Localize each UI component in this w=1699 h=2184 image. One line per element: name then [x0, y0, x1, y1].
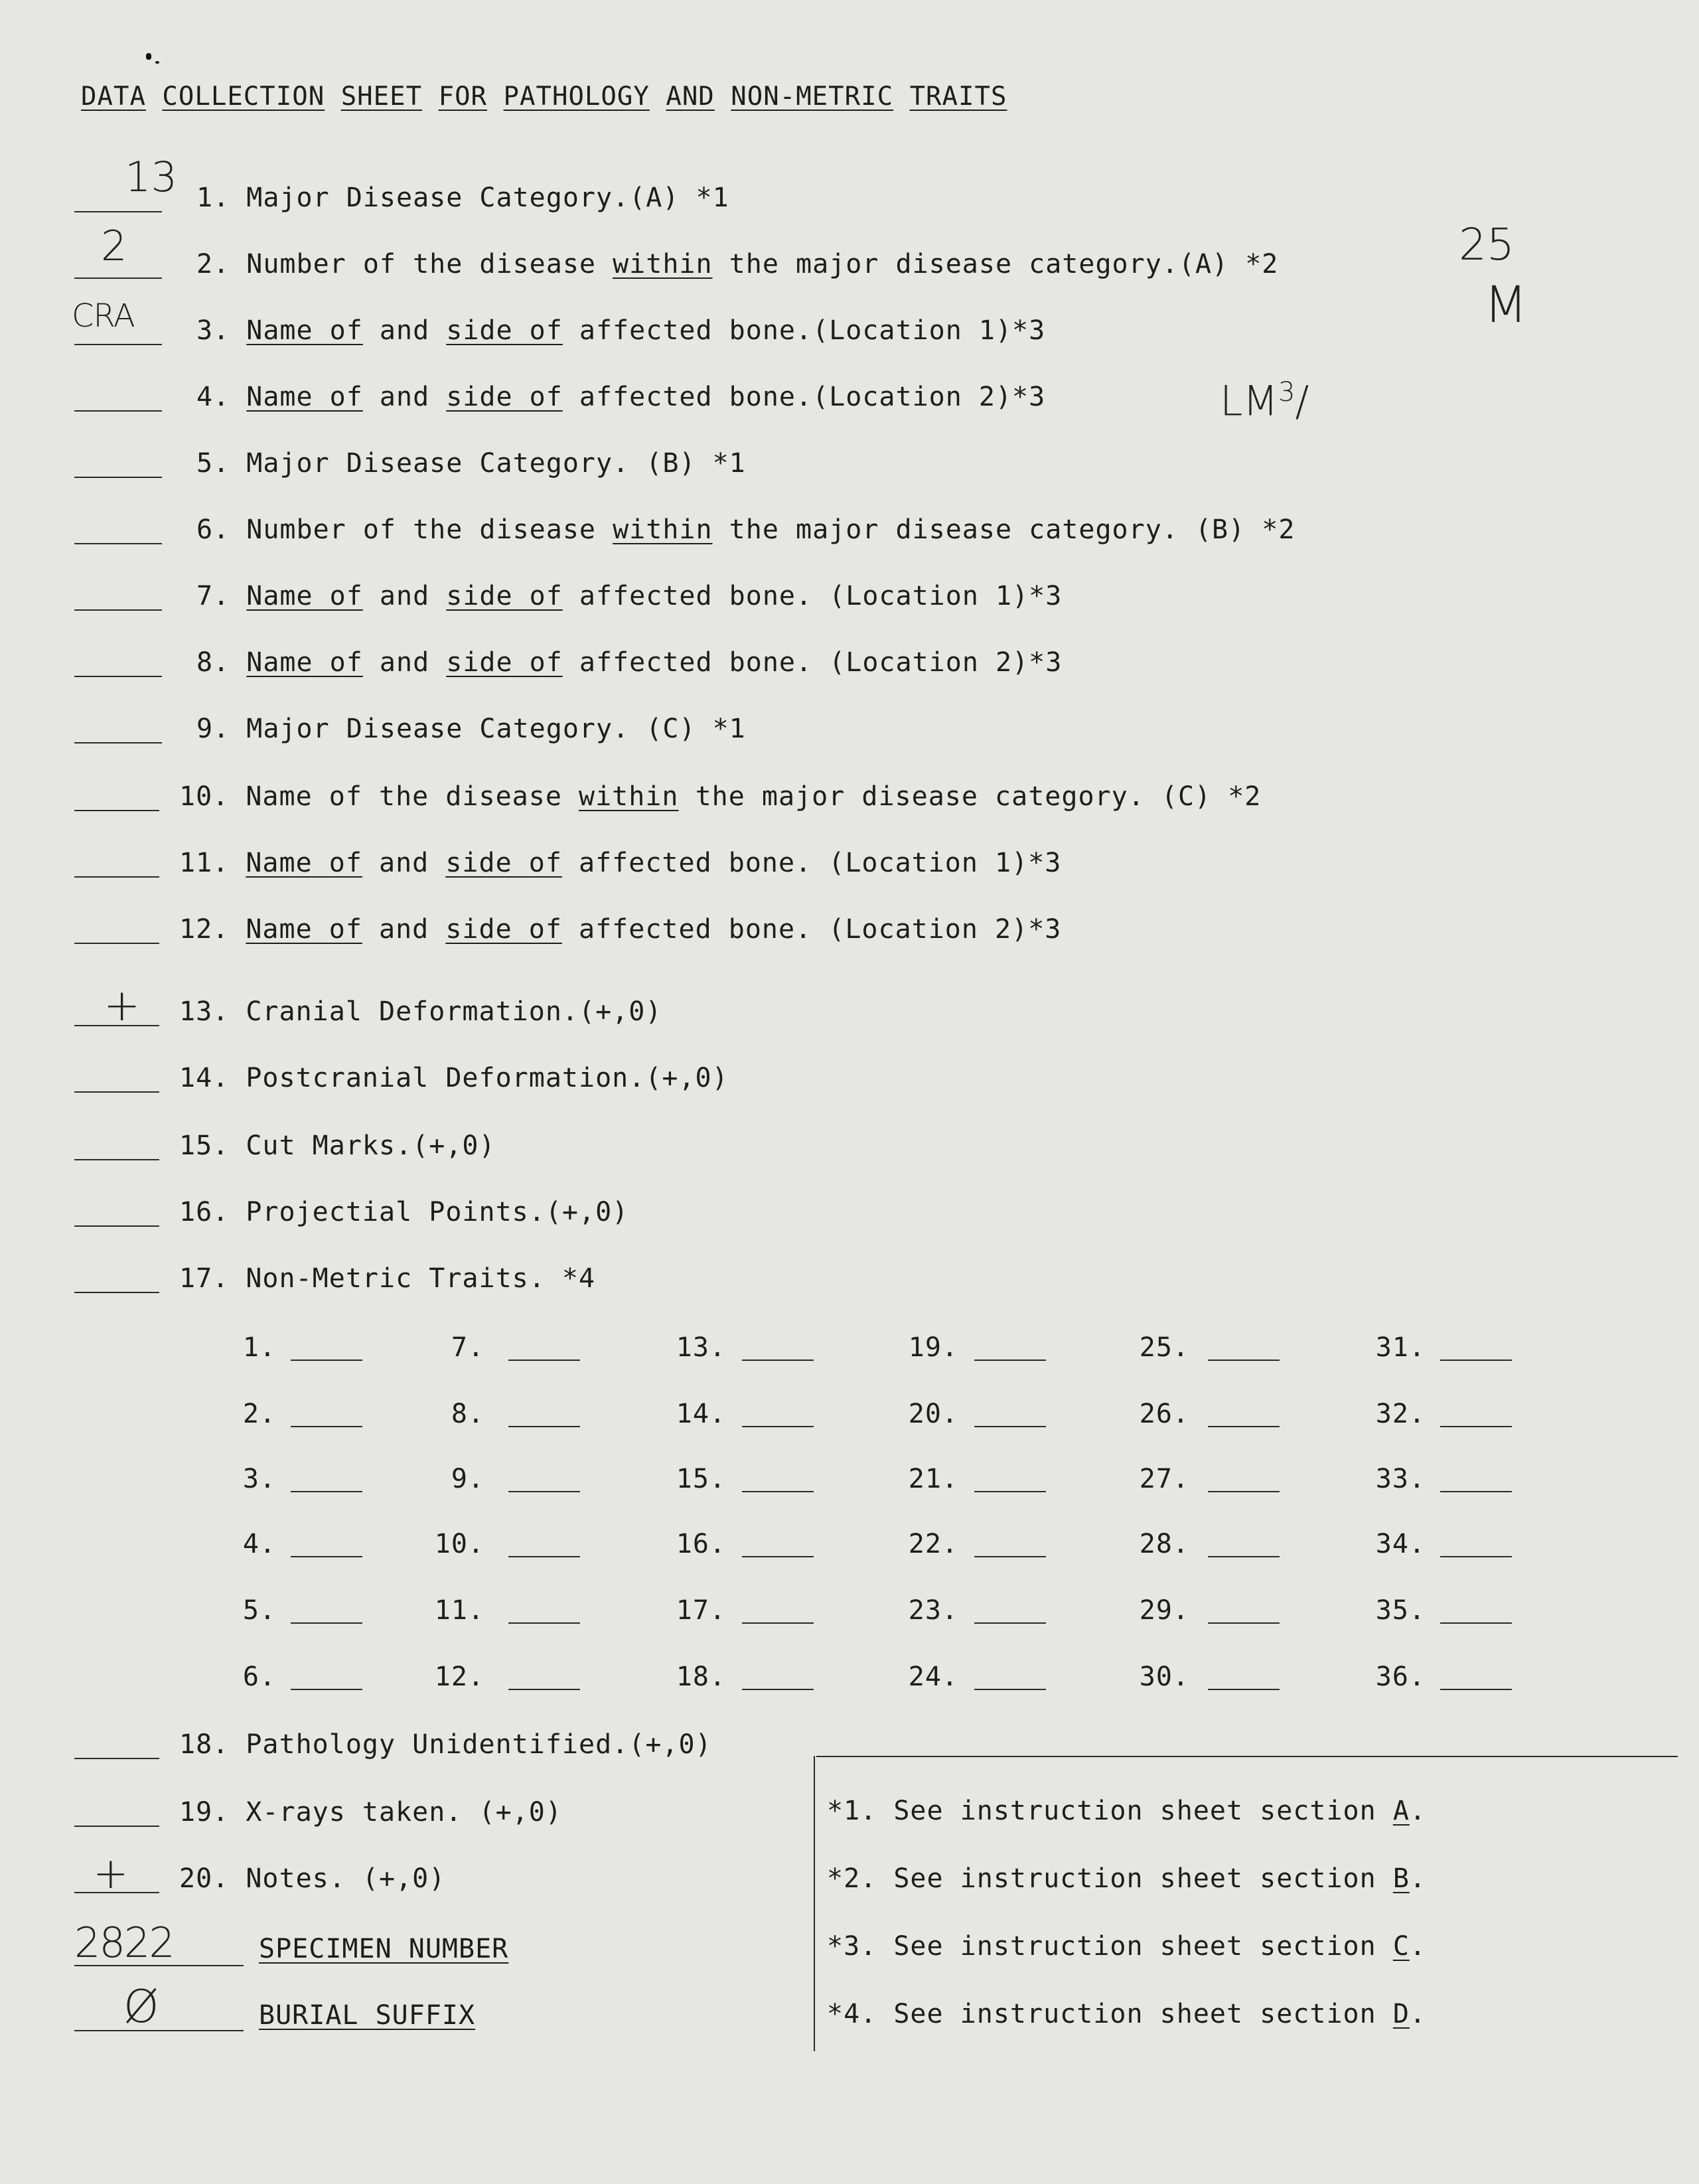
question-number: 2. — [196, 249, 230, 279]
trait-label: 19. — [908, 1332, 958, 1363]
trait-blank[interactable] — [974, 1622, 1046, 1624]
burial-suffix-value: Ø — [123, 1981, 159, 2033]
title-word: NON-METRIC — [731, 82, 894, 112]
trait-label: 33. — [1375, 1464, 1426, 1494]
specimen-number-blank[interactable] — [74, 1965, 244, 1966]
question-text-part: within — [613, 249, 713, 279]
trait-label: 6. — [242, 1662, 276, 1692]
question-text-part: Major Disease Category. (C) *1 — [246, 714, 746, 744]
trait-blank[interactable] — [742, 1556, 814, 1557]
question-15 — [179, 1130, 496, 1162]
question-text-part: affected bone.(Location 2)*3 — [562, 382, 1046, 412]
question-12 — [179, 913, 1061, 945]
trait-label: 16. — [676, 1529, 726, 1559]
question-number: 7. — [196, 581, 230, 611]
trait-label: 22. — [908, 1529, 958, 1559]
footnote-section: A — [1392, 1796, 1410, 1826]
title-word: FOR — [438, 82, 488, 112]
trait-blank[interactable] — [974, 1556, 1046, 1557]
question-number: 4. — [196, 382, 230, 412]
trait-blank[interactable] — [508, 1689, 580, 1690]
footnote-4 — [827, 1998, 1426, 2030]
trait-label: 14. — [676, 1399, 726, 1429]
footnote-section: C — [1392, 1931, 1410, 1962]
trait-blank[interactable] — [742, 1360, 814, 1361]
question-text-part: Major Disease Category.(A) *1 — [246, 183, 729, 213]
question-text-part: Projectial Points.(+,0) — [246, 1197, 629, 1227]
trait-blank[interactable] — [1208, 1556, 1280, 1557]
question-text-part: within — [613, 514, 713, 545]
trait-blank[interactable] — [974, 1426, 1046, 1427]
question-text-part: affected bone. (Location 1)*3 — [562, 581, 1063, 611]
trait-blank[interactable] — [291, 1622, 362, 1624]
trait-label: 7. — [451, 1332, 484, 1363]
trait-label: 31. — [1375, 1332, 1426, 1363]
question-text-part: affected bone.(Location 1)*3 — [562, 315, 1046, 346]
footnote-1 — [827, 1795, 1426, 1827]
trait-label: 30. — [1139, 1662, 1189, 1692]
question-number: 13. — [179, 996, 230, 1027]
question-text-part: and — [362, 315, 447, 346]
trait-blank[interactable] — [742, 1689, 814, 1690]
answer-blank-q1[interactable] — [74, 211, 162, 212]
question-text-part: X-rays taken. (+,0) — [246, 1797, 562, 1828]
trait-label: 2. — [242, 1399, 276, 1429]
margin-note-age: 25 — [1459, 219, 1514, 270]
footnote-mark: *3. — [827, 1931, 877, 1962]
question-text-part: Pathology Unidentified.(+,0) — [246, 1729, 712, 1760]
question-text-part: affected bone. (Location 1)*3 — [561, 848, 1062, 878]
margin-note-sex: M — [1484, 275, 1528, 334]
question-text-part: Name of — [246, 914, 362, 945]
question-8 — [196, 647, 1062, 678]
question-text-part: Name of — [246, 848, 362, 878]
question-number: 14. — [179, 1063, 230, 1093]
answer-blank-q9[interactable] — [74, 742, 162, 743]
answer-blank-q6[interactable] — [74, 543, 162, 544]
trait-blank[interactable] — [1208, 1360, 1280, 1361]
trait-blank[interactable] — [1440, 1491, 1512, 1492]
footnote-section: B — [1392, 1863, 1410, 1894]
trait-label: 29. — [1139, 1595, 1189, 1626]
answer-q1: 13 — [125, 153, 177, 201]
margin-note-tooth — [1220, 369, 1309, 425]
trait-label: 12. — [434, 1662, 484, 1692]
answer-blank-q10[interactable] — [74, 810, 159, 811]
question-text-part: Cut Marks.(+,0) — [246, 1131, 496, 1161]
trait-label: 25. — [1139, 1332, 1189, 1363]
trait-label: 20. — [908, 1399, 958, 1429]
trait-label: 17. — [676, 1595, 726, 1626]
question-text-part: side of — [445, 914, 562, 945]
trait-label: 18. — [676, 1662, 726, 1692]
answer-blank-q11[interactable] — [74, 876, 159, 878]
trait-blank[interactable] — [974, 1491, 1046, 1492]
specimen-number-value: 2822 — [74, 1918, 174, 1967]
question-text-part: the major disease category. (B) *2 — [712, 514, 1295, 545]
trait-blank[interactable] — [1440, 1556, 1512, 1557]
trait-label: 10. — [434, 1529, 484, 1559]
question-19 — [179, 1796, 562, 1828]
question-number: 11. — [179, 848, 230, 878]
question-text-part: side of — [446, 315, 563, 346]
ink-mark — [155, 61, 159, 64]
question-3 — [196, 315, 1045, 347]
footnote-period: . — [1409, 1796, 1427, 1826]
trait-label: 21. — [908, 1464, 958, 1494]
answer-blank-q3[interactable] — [74, 344, 162, 345]
footnote-period: . — [1409, 1999, 1427, 2029]
question-text-part: side of — [446, 581, 563, 611]
question-text-part: Number of the disease — [246, 249, 613, 279]
question-number: 16. — [179, 1197, 230, 1227]
question-16 — [179, 1196, 628, 1228]
question-text-part: the major disease category. (C) *2 — [678, 781, 1262, 812]
trait-blank[interactable] — [1440, 1689, 1512, 1690]
question-number: 20. — [179, 1863, 230, 1894]
footnote-box-left-rule — [814, 1756, 815, 2051]
trait-blank[interactable] — [508, 1556, 580, 1557]
trait-blank[interactable] — [742, 1491, 814, 1492]
footnote-text: See instruction sheet section — [893, 1863, 1376, 1894]
trait-blank[interactable] — [1440, 1426, 1512, 1427]
trait-blank[interactable] — [508, 1622, 580, 1624]
answer-blank-q19[interactable] — [74, 1826, 159, 1827]
question-text-part: Name of the disease — [246, 781, 579, 812]
question-text-part: side of — [446, 647, 563, 678]
question-number: 3. — [196, 315, 230, 346]
footnote-section: D — [1392, 1999, 1410, 2029]
trait-blank[interactable] — [1440, 1622, 1512, 1624]
question-text-part: the major disease category.(A) *2 — [712, 249, 1279, 279]
title-word: TRAITS — [909, 82, 1007, 112]
trait-label: 35. — [1375, 1595, 1426, 1626]
margin-note-tooth-sup: 3 — [1278, 377, 1295, 408]
question-text-part: affected bone. (Location 2)*3 — [562, 647, 1063, 678]
question-10 — [179, 781, 1261, 813]
trait-label: 27. — [1139, 1464, 1189, 1494]
question-number: 18. — [179, 1729, 230, 1760]
answer-blank-q2[interactable] — [74, 277, 162, 279]
trait-label: 23. — [908, 1595, 958, 1626]
footnote-period: . — [1409, 1863, 1427, 1894]
question-number: 15. — [179, 1131, 230, 1161]
burial-suffix-label: BURIAL SUFFIX — [259, 2000, 476, 2031]
trait-blank[interactable] — [291, 1689, 362, 1690]
question-13 — [179, 996, 662, 1028]
answer-q13: + — [104, 980, 141, 1031]
question-text-part: Postcranial Deformation.(+,0) — [246, 1063, 729, 1093]
footnote-text: See instruction sheet section — [893, 1999, 1376, 2029]
trait-label: 34. — [1375, 1529, 1426, 1559]
question-18 — [179, 1729, 712, 1760]
trait-label: 28. — [1139, 1529, 1189, 1559]
trait-blank[interactable] — [291, 1556, 362, 1557]
question-number: 19. — [179, 1797, 230, 1828]
question-text-part: Cranial Deformation.(+,0) — [246, 996, 662, 1027]
answer-blank-q14[interactable] — [74, 1091, 159, 1093]
trait-label: 5. — [242, 1595, 276, 1626]
footnote-mark: *2. — [827, 1863, 877, 1894]
answer-q2: 2 — [101, 222, 127, 270]
title-word: PATHOLOGY — [503, 82, 650, 112]
footnote-text: See instruction sheet section — [893, 1931, 1376, 1962]
trait-label: 4. — [242, 1529, 276, 1559]
trait-label: 9. — [451, 1464, 484, 1494]
title-word: AND — [666, 82, 715, 112]
footnote-mark: *1. — [827, 1796, 877, 1826]
question-9 — [196, 713, 746, 745]
title-word: SHEET — [340, 82, 423, 112]
question-20 — [179, 1863, 445, 1895]
question-number: 6. — [196, 514, 230, 545]
question-5 — [196, 447, 746, 479]
answer-blank-q12[interactable] — [74, 943, 159, 944]
question-text-part: Major Disease Category. (B) *1 — [246, 448, 746, 479]
question-number: 5. — [196, 448, 230, 479]
footnote-period: . — [1409, 1931, 1427, 1962]
answer-blank-q7[interactable] — [74, 609, 162, 611]
answer-blank-q15[interactable] — [74, 1159, 159, 1160]
footnote-2 — [827, 1863, 1426, 1895]
burial-suffix-blank[interactable] — [74, 2030, 244, 2031]
question-text-part: Non-Metric Traits. *4 — [246, 1263, 596, 1294]
answer-blank-q16[interactable] — [74, 1225, 159, 1227]
answer-blank-q5[interactable] — [74, 477, 162, 478]
question-number: 12. — [179, 914, 230, 945]
trait-blank[interactable] — [974, 1360, 1046, 1361]
trait-label: 13. — [676, 1332, 726, 1363]
answer-blank-q18[interactable] — [74, 1758, 159, 1759]
trait-label: 36. — [1375, 1662, 1426, 1692]
question-number: 17. — [179, 1263, 230, 1294]
question-17 — [179, 1263, 595, 1294]
trait-blank[interactable] — [974, 1689, 1046, 1690]
question-text-part: Name of — [246, 382, 363, 412]
trait-label: 1. — [242, 1332, 276, 1363]
question-text-part: Notes. (+,0) — [246, 1863, 446, 1894]
footnote-box-top-rule — [816, 1756, 1678, 1757]
question-text-part: and — [362, 848, 446, 878]
question-4 — [196, 381, 1045, 413]
question-text-part: Name of — [246, 315, 363, 346]
question-text-part: affected bone. (Location 2)*3 — [561, 914, 1062, 945]
question-14 — [179, 1062, 729, 1094]
trait-blank[interactable] — [742, 1622, 814, 1624]
question-number: 9. — [196, 714, 230, 744]
trait-label: 11. — [434, 1595, 484, 1626]
answer-blank-q17[interactable] — [74, 1292, 159, 1293]
ink-mark — [146, 53, 151, 60]
slash-mark: / — [1295, 376, 1309, 426]
margin-note-tooth-text: LM — [1220, 376, 1279, 426]
question-text-part: and — [362, 647, 447, 678]
question-2 — [196, 248, 1278, 280]
trait-blank[interactable] — [508, 1360, 580, 1361]
trait-blank[interactable] — [1208, 1426, 1280, 1427]
page-title — [81, 81, 1007, 113]
question-11 — [179, 847, 1061, 879]
question-text-part: and — [362, 914, 446, 945]
trait-blank[interactable] — [1208, 1491, 1280, 1492]
footnote-text: See instruction sheet section — [893, 1796, 1376, 1826]
question-1 — [196, 182, 729, 214]
trait-label: 3. — [242, 1464, 276, 1494]
answer-blank-q4[interactable] — [74, 410, 162, 412]
trait-label: 32. — [1375, 1399, 1426, 1429]
trait-label: 24. — [908, 1662, 958, 1692]
question-text-part: and — [362, 581, 447, 611]
title-word: DATA — [81, 82, 146, 112]
question-6 — [196, 514, 1295, 546]
trait-label: 8. — [451, 1399, 484, 1429]
trait-blank[interactable] — [291, 1491, 362, 1492]
question-text-part: side of — [446, 382, 563, 412]
footnote-3 — [827, 1930, 1426, 1962]
trait-blank[interactable] — [1208, 1689, 1280, 1690]
answer-blank-q8[interactable] — [74, 676, 162, 677]
question-text-part: Number of the disease — [246, 514, 613, 545]
question-text-part: Name of — [246, 647, 363, 678]
question-text-part: side of — [445, 848, 562, 878]
answer-q20: + — [93, 1849, 129, 1899]
trait-label: 26. — [1139, 1399, 1189, 1429]
trait-blank[interactable] — [508, 1491, 580, 1492]
question-text-part: and — [362, 382, 447, 412]
question-number: 1. — [196, 183, 230, 213]
specimen-number-label: SPECIMEN NUMBER — [259, 1934, 509, 1964]
trait-blank[interactable] — [1440, 1360, 1512, 1361]
question-7 — [196, 580, 1062, 612]
trait-label: 15. — [676, 1464, 726, 1494]
trait-blank[interactable] — [291, 1426, 362, 1427]
trait-blank[interactable] — [508, 1426, 580, 1427]
trait-blank[interactable] — [291, 1360, 362, 1361]
question-text-part: Name of — [246, 581, 363, 611]
question-number: 8. — [196, 647, 230, 678]
trait-blank[interactable] — [742, 1426, 814, 1427]
title-word: COLLECTION — [162, 82, 325, 112]
footnote-mark: *4. — [827, 1999, 877, 2029]
answer-q3: CRA — [72, 297, 135, 335]
question-number: 10. — [179, 781, 230, 812]
trait-blank[interactable] — [1208, 1622, 1280, 1624]
question-text-part: within — [578, 781, 679, 812]
